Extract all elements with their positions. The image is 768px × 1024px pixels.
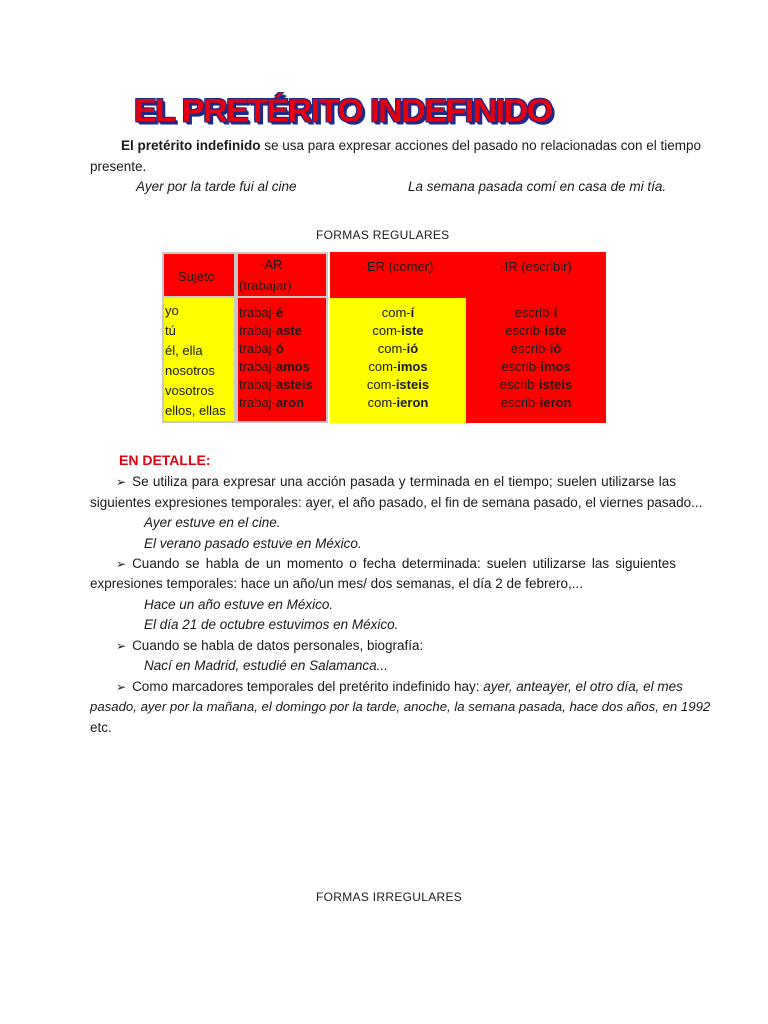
subject-item: tú (165, 323, 176, 338)
irregular-forms-heading: FORMAS IRREGULARES (316, 890, 463, 904)
er-form: com-iste (372, 323, 424, 338)
subject-item: ellos, ellas (165, 403, 226, 418)
ar-form: trabaj-aron (239, 395, 305, 410)
conjugation-table (162, 252, 606, 423)
er-form: com-í (381, 305, 415, 320)
page-title: EL PRETÉRITO INDEFINIDO (134, 92, 552, 130)
er-form: com-ieron (367, 395, 429, 410)
ar-form: trabaj-é (239, 305, 284, 320)
ar-form: trabaj-aste (239, 323, 302, 338)
subject-item: él, ella (165, 343, 203, 358)
ir-form: escrib-ió (510, 341, 562, 356)
ir-form: escrib-imos (501, 359, 571, 374)
subject-item: vosotros (165, 383, 215, 398)
detail-heading: EN DETALLE: (119, 452, 211, 468)
intro-line-2: presente. (90, 159, 147, 174)
bullet-1-example-1: Ayer estuve en el cine. (144, 515, 281, 530)
bullet-4-line-2: pasado, ayer por la mañana, el domingo por la tarde, anoche, la semana pasada, hace dos años, en 1992 (90, 699, 711, 714)
intro-example-2: La semana pasada comí en casa de mi tía. (408, 179, 667, 194)
bullet-1-example-2: El verano pasado estuve en México. (144, 536, 362, 551)
bullet-2-line-1: ➢ Cuando se habla de un momento o fecha determinada: suelen utilizarse las siguientes (116, 554, 676, 574)
er-form: com-isteis (366, 377, 430, 392)
er-column (330, 298, 466, 423)
header-er: -ER (comer) (330, 252, 466, 298)
intro-line-1 (121, 136, 701, 156)
intro-rest: se usa para expresar acciones del pasado no relacionadas con el tiempo (260, 138, 702, 153)
subject-item: nosotros (165, 363, 215, 378)
er-form: com-imos (368, 359, 428, 374)
ar-form: trabaj-amos (239, 359, 310, 374)
bullet-1-line-2: siguientes expresiones temporales: ayer, el año pasado, el fin de semana pasado, el viernes pasado... (90, 495, 703, 510)
header-subject: Sujeto (162, 252, 236, 298)
intro-bold-term: El pretérito indefinido (121, 138, 261, 153)
subjects-column (162, 298, 236, 423)
bullet-4-line-1: ➢ Como marcadores temporales del pretérito indefinido hay: ayer, anteayer, el otro día, el mes (116, 677, 676, 697)
bullet-2-line-2: expresiones temporales: hace un año/un mes/ dos semanas, el día 2 de febrero,... (90, 576, 584, 591)
ir-form: escrib-iste (505, 323, 567, 338)
subject-item: yo (165, 303, 179, 318)
ir-form: escrib-ieron (500, 395, 572, 410)
ar-form: trabaj-ó (239, 341, 284, 356)
bullet-arrow-icon: ➢ (116, 639, 127, 653)
ar-column (236, 298, 328, 423)
intro-example-1: Ayer por la tarde fui al cine (136, 179, 297, 194)
ir-column (466, 298, 606, 423)
ir-form: escrib-í (514, 305, 558, 320)
bullet-arrow-icon: ➢ (116, 475, 127, 489)
ir-form: escrib-isteis (499, 377, 573, 392)
er-form: com-ió (377, 341, 419, 356)
bullet-1-line-1: ➢ Se utiliza para expresar una acción pasada y terminada en el tiempo; suelen utilizarse las (116, 472, 676, 492)
bullet-arrow-icon: ➢ (116, 680, 127, 694)
bullet-2-example-1: Hace un año estuve en México. (144, 597, 334, 612)
bullet-3-line-1: ➢ Cuando se habla de datos personales, biografía: (116, 636, 423, 656)
header-ar: -AR (trabajar) (236, 252, 328, 298)
header-ir: -IR (escribir) (466, 252, 606, 298)
bullet-arrow-icon: ➢ (116, 557, 127, 571)
ar-form: trabaj-asteis (239, 377, 313, 392)
bullet-2-example-2: El día 21 de octubre estuvimos en México. (144, 617, 399, 632)
bullet-3-example-1: Nací en Madrid, estudié en Salamanca... (144, 658, 388, 673)
regular-forms-heading: FORMAS REGULARES (316, 228, 450, 242)
bullet-4-line-3: etc. (90, 720, 112, 735)
